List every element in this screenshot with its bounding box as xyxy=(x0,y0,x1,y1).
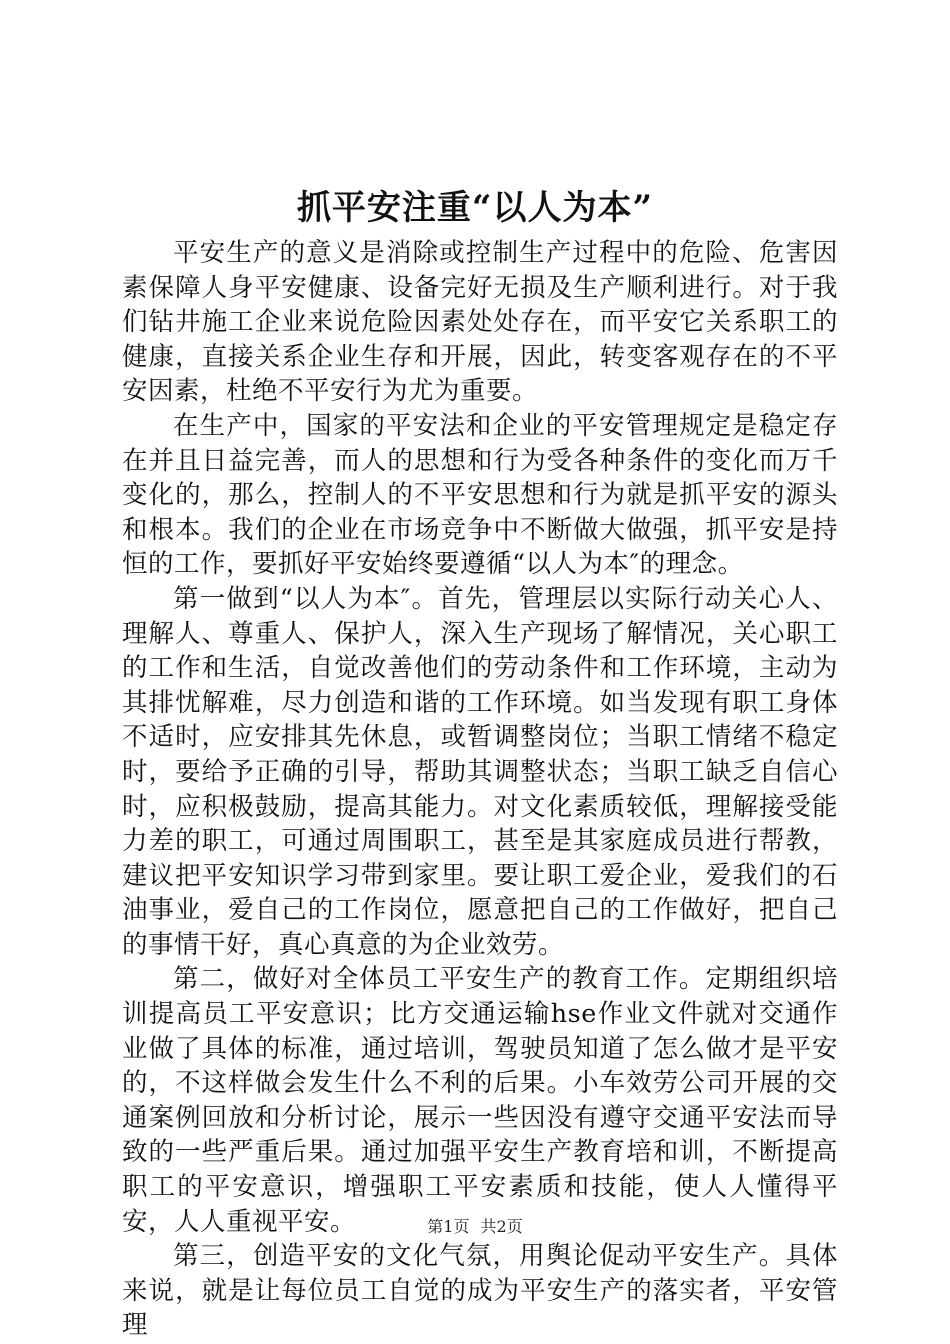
page-number-current: 第1页 xyxy=(427,1217,470,1236)
document-body xyxy=(122,236,838,1343)
page-number-total: 共2页 xyxy=(480,1217,523,1236)
paragraph: 平安生产的意义是消除或控制生产过程中的危险、危害因素保障人身平安健康、设备完好无损及生产顺利进行。对于我们钻井施工企业来说危险因素处处存在，而平安它关系职工的健康，直接关系企业生存和开展，因此，转变客观存在的不平安因素，杜绝不平安行为尤为重要。 xyxy=(122,238,838,407)
paragraph: 第三，创造平安的文化气氛，用舆论促动平安生产。具体来说，就是让每位员工自觉的成为平安生产的落实者，平安管理 xyxy=(122,1241,838,1341)
paragraph: 第一做到“以人为本″。首先，管理层以实际行动关心人、理解人、尊重人、保护人，深入生产现场了解情况，关心职工的工作和生活，自觉改善他们的劳动条件和工作环境，主动为其排忧解难，尽力创造和谐的工作环境。如当发现有职工身体不适时，应安排其先休息，或暂调整岗位；当职工情绪不稳定时，要给予正确的引导，帮助其调整状态；当职工缺乏自信心时，应积极鼓励，提高其能力。对文化素质较低，理解接受能力差的职工，可通过周围职工，甚至是其家庭成员进行帮教，建议把平安知识学习带到家里。要让职工爱企业，爱我们的石油事业，爱自己的工作岗位，愿意把自己的工作做好，把自己的事情干好，真心真意的为企业效劳。 xyxy=(122,583,838,960)
paragraph: 在生产中，国家的平安法和企业的平安管理规定是稳定存在并且日益完善，而人的思想和行为受各种条件的变化而万千变化的，那么，控制人的不平安思想和行为就是抓平安的源头和根本。我们的企业在市场竞争中不断做大做强，抓平安是持恒的工作，要抓好平安始终要遵循“以人为本″的理念。 xyxy=(122,410,838,580)
page-footer xyxy=(0,1216,950,1238)
paragraph: 第二，做好对全体员工平安生产的教育工作。定期组织培训提高员工平安意识；比方交通运输hse作业文件就对交通作业做了具体的标准，通过培训，驾驶员知道了怎么做才是平安的，不这样做会发生什么不利的后果。小车效劳公司开展的交通案例回放和分析讨论，展示一些因没有遵守交通平安法而导致的一些严重后果。通过加强平安生产教育培和训，不断提高职工的平安意识，增强职工平安素质和技能，使人人懂得平安，人人重视平安。 xyxy=(122,964,838,1237)
document-title: 抓平安注重“以人为本” xyxy=(296,188,654,228)
